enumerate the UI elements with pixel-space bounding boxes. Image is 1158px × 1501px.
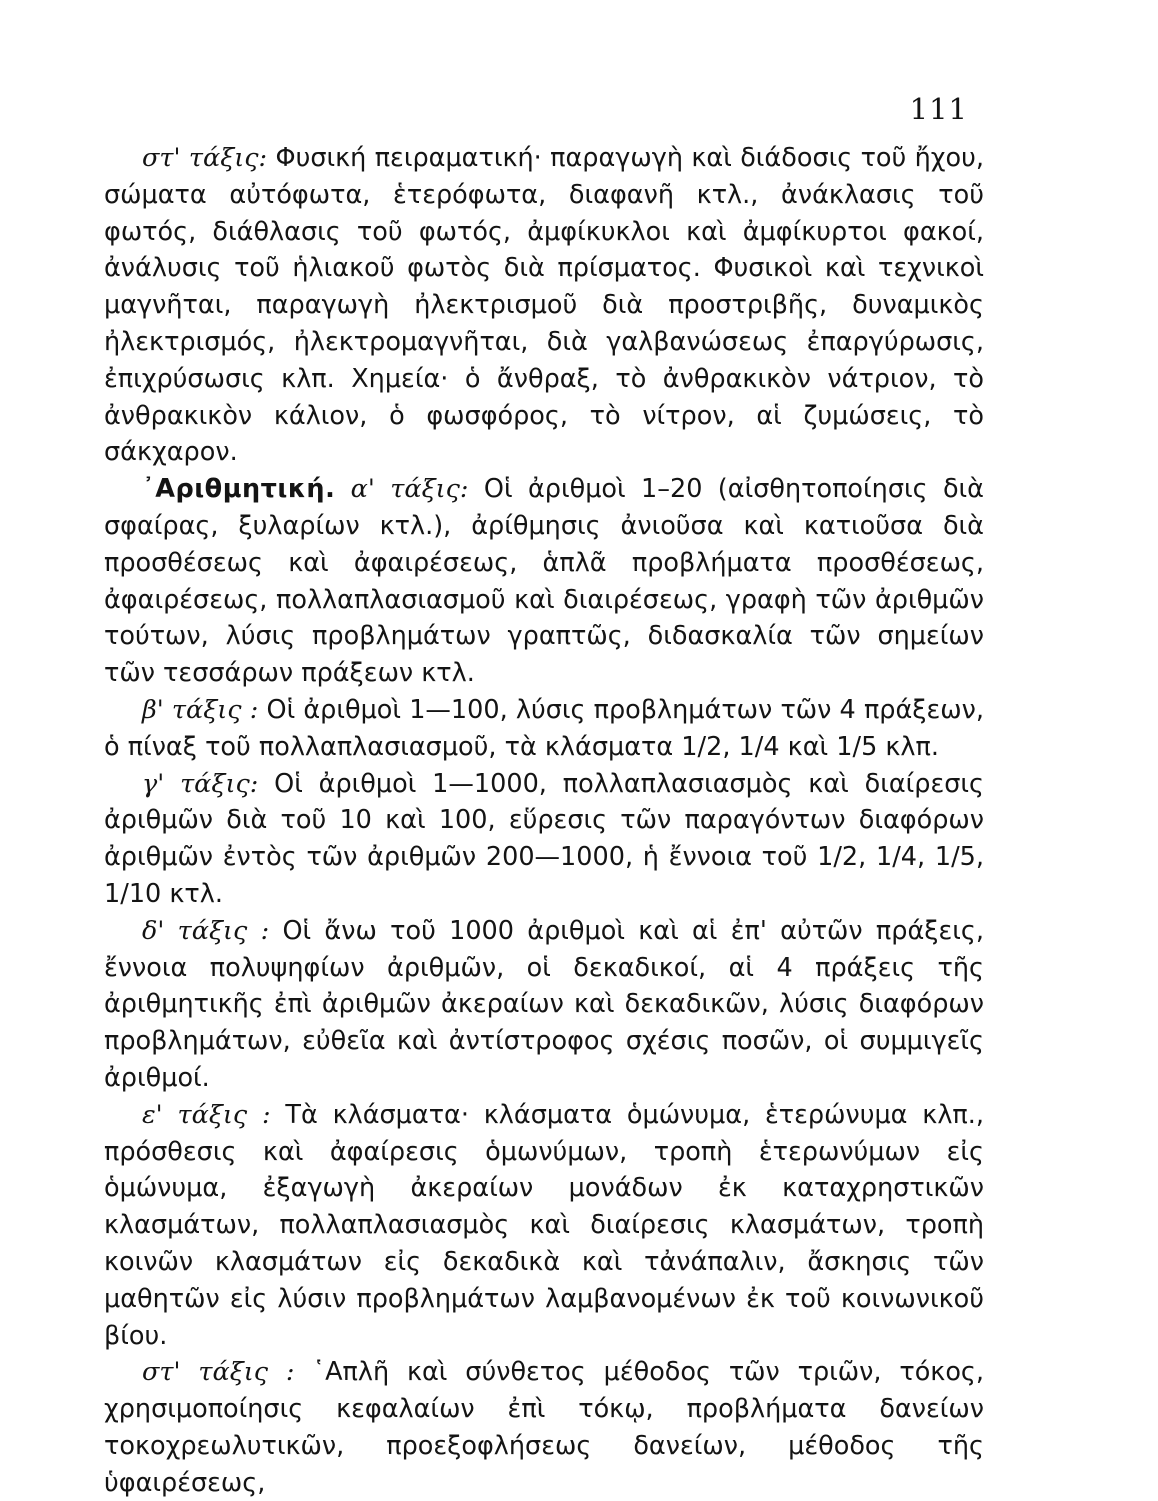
body-text [104, 140, 984, 1501]
paragraph-text: Οἱ ἀριθμοὶ 1—100, λύσις προβλημάτων τῶν 4 πράξεων, ὁ πίναξ τοῦ πολλαπλασιασμοῦ, τὰ κλάσματα 1/2, 1/4 καὶ 1/5 κλπ. [104, 694, 984, 762]
page-number: 111 [909, 92, 968, 126]
paragraph-arithmetic-grade-6 [104, 1354, 984, 1501]
section-heading-arithmetic: ᾿Αριθμητική. [142, 474, 336, 505]
paragraph-arithmetic-grade-2 [104, 692, 984, 766]
grade-label: ε' τάξις : [142, 1099, 271, 1130]
paragraph-text: Τὰ κλάσματα· κλάσματα ὁμώνυμα, ἑτερώνυμα κλπ., πρόσθεσις καὶ ἀφαίρεσις ὁμωνύμων, τροπὴ ἑτερωνύμων εἰς ὁμώνυμα, ἐξαγωγὴ ἀκεραίων μονάδων ἐκ καταχρηστικῶν κλασμάτων, πολλαπλασιασμὸς καὶ διαίρεσις κλασμάτων, τροπὴ κοινῶν κλασμάτων εἰς δεκαδικὰ καὶ τἀνάπαλιν, ἄσκησις τῶν μαθητῶν εἰς λύσιν προβλημάτων λαμβανομένων ἐκ τοῦ κοινωνικοῦ βίου. [104, 1099, 984, 1351]
grade-label: δ' τάξις : [142, 915, 270, 946]
paragraph-text: Οἱ ἀριθμοὶ 1—1000, πολλαπλασιασμὸς καὶ διαίρεσις ἀριθμῶν διὰ τοῦ 10 καὶ 100, εὕρεσις τῶν παραγόντων διαφόρων ἀριθμῶν ἐντὸς τῶν ἀριθμῶν 200—1000, ἡ ἔννοια τοῦ 1/2, 1/4, 1/5, 1/10 κτλ. [104, 768, 984, 909]
paragraph-arithmetic-grade-1 [104, 471, 984, 692]
grade-label: στ' τάξις : [142, 1357, 295, 1388]
paragraph-physics-grade-6 [104, 140, 984, 471]
grade-label: στ' τάξις: [142, 143, 268, 173]
paragraph-text: Οἱ ἄνω τοῦ 1000 ἀριθμοὶ καὶ αἱ ἐπ' αὐτῶν πράξεις, ἔννοια πολυψηφίων ἀριθμῶν, οἱ δεκαδικοί, αἱ 4 πράξεις τῆς ἀριθμητικῆς ἐπὶ ἀριθμῶν ἀκεραίων καὶ δεκαδικῶν, λύσις διαφόρων προβλημάτων, εὐθεῖα καὶ ἀντίστροφος σχέσις ποσῶν, οἱ συμμιγεῖς ἀριθμοί. [104, 915, 984, 1093]
grade-label: γ' τάξις: [142, 768, 259, 799]
grade-label: α' τάξις: [350, 474, 469, 505]
paragraph-text: Οἱ ἀριθμοὶ 1–20 (αἰσθητοποίησις διὰ σφαίρας, ξυλαρίων κτλ.), ἀρίθμησις ἀνιοῦσα καὶ κατιοῦσα διὰ προσθέσεως καὶ ἀφαιρέσεως, ἁπλᾶ προβλήματα προσθέσεως, ἀφαιρέσεως, πολλαπλασιασμοῦ καὶ διαιρέσεως, γραφὴ τῶν ἀριθμῶν τούτων, λύσις προβλημάτων γραπτῶς, διδασκαλία τῶν σημείων τῶν τεσσάρων πράξεων κτλ. [104, 474, 984, 689]
paragraph-arithmetic-grade-4 [104, 913, 984, 1097]
grade-label: β' τάξις : [142, 694, 259, 725]
paragraph-arithmetic-grade-3 [104, 766, 984, 913]
paragraph-arithmetic-grade-5 [104, 1097, 984, 1355]
paragraph-text: Φυσική πειραματική· παραγωγὴ καὶ διάδοσις τοῦ ἤχου, σώματα αὐτόφωτα, ἑτερόφωτα, διαφανῆ κτλ., ἀνάκλασις τοῦ φωτός, διάθλασις τοῦ φωτός, ἀμφίκυκλοι καὶ ἀμφίκυρτοι φακοί, ἀνάλυσις τοῦ ἡλιακοῦ φωτὸς διὰ πρίσματος. Φυσικοὶ καὶ τεχνικοὶ μαγνῆται, παραγωγὴ ἠλεκτρισμοῦ διὰ προστριβῆς, δυναμικὸς ἠλεκτρισμός, ἠλεκτρομαγνῆται, διὰ γαλβανώσεως ἐπαργύρωσις, ἐπιχρύσωσις κλπ. Χημεία· ὁ ἄνθραξ, τὸ ἀνθρακικὸν νάτριον, τὸ ἀνθρακικὸν κάλιον, ὁ φωσφόρος, τὸ νίτρον, αἱ ζυμώσεις, τὸ σάκχαρον. [104, 143, 984, 468]
paragraph-text: ῾Απλῆ καὶ σύνθετος μέθοδος τῶν τριῶν, τόκος, χρησιμοποίησις κεφαλαίων ἐπὶ τόκῳ, προβλήματα δανείων τοκοχρεωλυτικῶν, προεξοφλήσεως δανείων, μέθοδος τῆς ὑφαιρέσεως, [104, 1357, 984, 1498]
